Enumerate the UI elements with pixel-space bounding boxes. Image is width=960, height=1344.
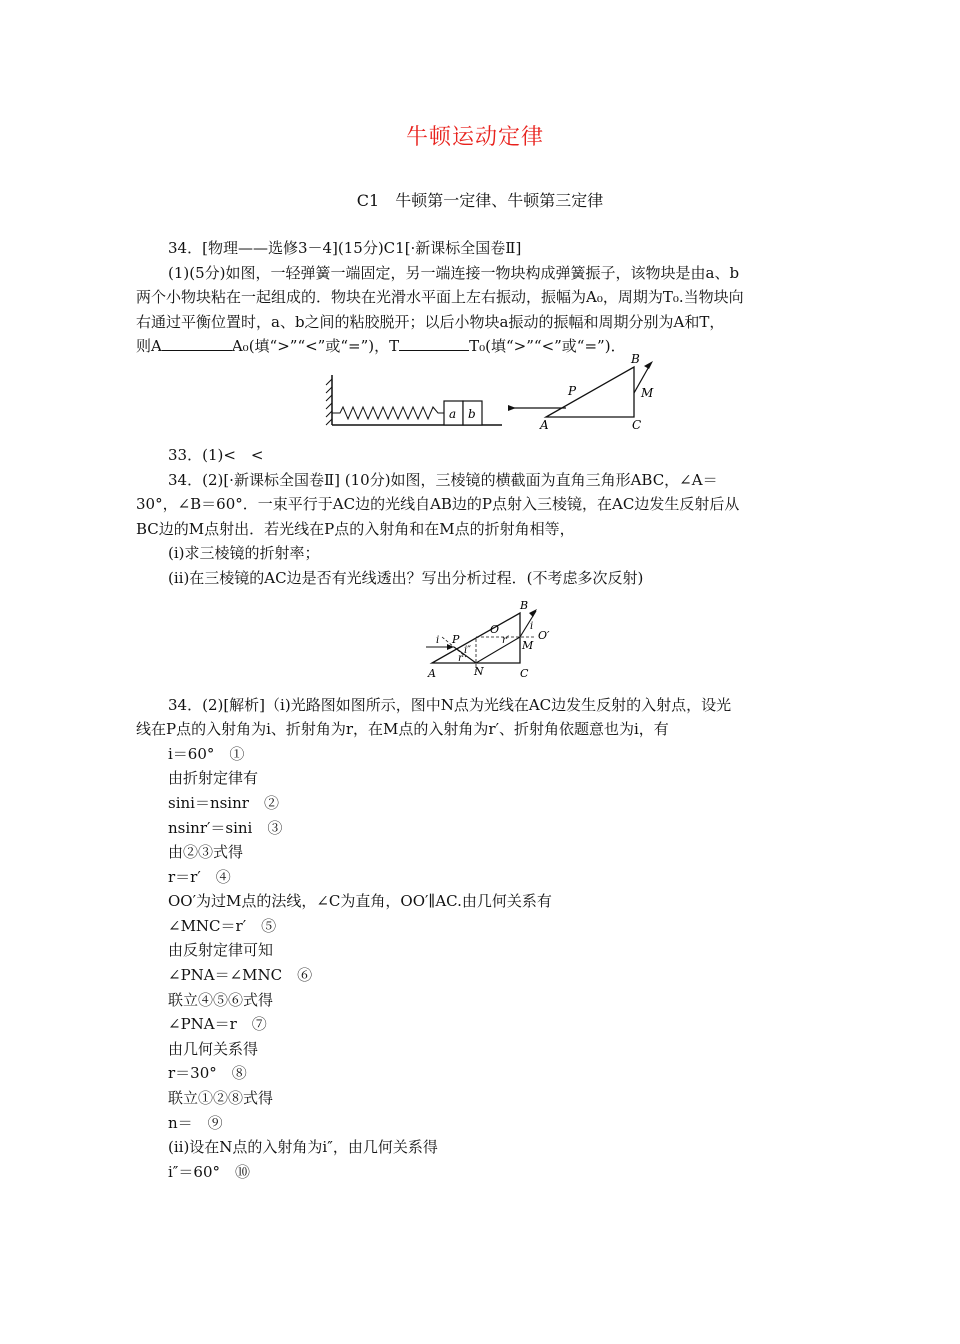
fig2-label-n: N	[474, 664, 484, 678]
figure-spring-and-prism	[136, 351, 820, 437]
question-34-1-fill-line	[136, 334, 820, 359]
fill-text: T₀(填“>”“<”或“=”)．	[469, 337, 626, 356]
fig2-label-i-exit: i	[530, 620, 534, 632]
block-b-label: b	[468, 406, 476, 421]
prism-label-b: B	[631, 351, 640, 366]
block-a-label: a	[449, 406, 457, 421]
question-34-1-text-line: (1)(5分)如图，一轻弹簧一端固定，另一端连接一物块构成弹簧振子，该物块是由a、b	[168, 263, 740, 282]
section-title: C1 牛顿第一定律、牛顿第三定律	[356, 191, 604, 210]
solution-steps	[136, 742, 820, 1185]
fig2-label-o-prime: O′	[538, 628, 550, 642]
fig2-label-b: B	[520, 598, 529, 612]
solution-step: r＝r′ ④	[168, 867, 231, 886]
solution-step: 联立①②⑧式得	[168, 1089, 274, 1108]
solution-step: 由几何关系得	[168, 1039, 259, 1058]
fig2-label-r: r	[458, 652, 463, 664]
spring-oscillator-figure	[326, 375, 502, 425]
solution-step: ∠PNA＝∠MNC ⑥	[168, 966, 313, 985]
fill-text: 则A	[136, 337, 162, 356]
fill-text: A₀(填“>”“<”或“=”)，T	[231, 337, 400, 356]
answer-33: 33．(1)< <	[168, 445, 264, 464]
solution-step: 由折射定律有	[168, 769, 259, 788]
page-title: 牛顿运动定律	[405, 125, 544, 150]
solution-step: 由②③式得	[168, 843, 244, 862]
prism-figure	[508, 352, 654, 432]
solution-step: i″＝60° ⑩	[168, 1162, 250, 1181]
question-34-1-text-line: 右通过平衡位置时，a、b之间的粘胶脱开；以后小物块a振动的振幅和周期分别为A和T，	[136, 312, 725, 331]
fig2-label-i: i	[436, 634, 440, 646]
question-34-2-text-line: 30°，∠B＝60°．一束平行于AC边的光线自AB边的P点射入三棱镜，在AC边发生反射后从	[136, 495, 740, 514]
question-34-1-text-line: 两个小物块粘在一起组成的．物块在光滑水平面上左右振动，振幅为A₀，周期为T₀.当物块向	[136, 288, 744, 307]
fig2-label-c: C	[520, 666, 529, 680]
solution-step: nsinr′＝sini ③	[168, 818, 283, 837]
solution-step: sini＝nsinr ②	[168, 793, 279, 812]
solution-text-line: 线在P点的入射角为i、折射角为r，在M点的入射角为r′、折射角依题意也为i，有	[136, 720, 669, 739]
solution-step: 由反射定律可知	[168, 941, 274, 960]
solution-step: ∠PNA＝r ⑦	[168, 1015, 267, 1034]
question-34-2-sub-1: (ⅰ)求三棱镜的折射率；	[168, 544, 320, 563]
question-34-2-text-line: 34．(2)[·新课标全国卷Ⅱ] (10分)如图，三棱镜的横截面为直角三角形ABC，∠A＝	[168, 470, 718, 489]
answer-blank	[162, 336, 232, 351]
solution-step: r＝30° ⑧	[168, 1064, 247, 1083]
prism-label-c: C	[632, 417, 642, 432]
fig2-label-p: P	[452, 632, 460, 646]
fig2-label-r-prime: r′	[502, 634, 510, 646]
prism-label-m: M	[641, 385, 654, 400]
solution-text-line: 34．(2)[解析]（ⅰ)光路图如图所示，图中N点为光线在AC边发生反射的入射点，设光	[168, 695, 732, 714]
prism-label-p: P	[568, 383, 577, 398]
fig2-label-m: M	[522, 638, 534, 652]
fig2-label-a: A	[428, 666, 436, 680]
prism-label-a: A	[540, 417, 549, 432]
document-body	[136, 236, 820, 1184]
figure-prism-light-path	[136, 597, 820, 685]
prism-light-path-diagram	[136, 597, 820, 685]
spring-prism-diagram	[136, 351, 820, 437]
solution-step: OO′为过M点的法线，∠C为直角，OO′∥AC.由几何关系有	[168, 892, 552, 911]
answer-blank	[399, 336, 469, 351]
question-34-2-text-line: BC边的M点射出．若光线在P点的入射角和在M点的折射角相等，	[136, 519, 575, 538]
question-34-2-sub-2: (ⅱ)在三棱镜的AC边是否有光线透出？写出分析过程．(不考虑多次反射)	[168, 568, 644, 587]
fig2-label-i-double-prime: i″	[464, 644, 471, 656]
solution-step: ∠MNC＝r′ ⑤	[168, 916, 277, 935]
solution-step: 联立④⑤⑥式得	[168, 990, 274, 1009]
fig2-label-o: O	[490, 622, 500, 636]
question-34-1-header: 34．[物理——选修3－4](15分)C1[·新课标全国卷Ⅱ]	[168, 239, 522, 257]
solution-step: i＝60° ①	[168, 744, 245, 763]
solution-step: n＝ ⑨	[168, 1113, 223, 1132]
solution-step: (ⅱ)设在N点的入射角为i″，由几何关系得	[168, 1138, 438, 1157]
